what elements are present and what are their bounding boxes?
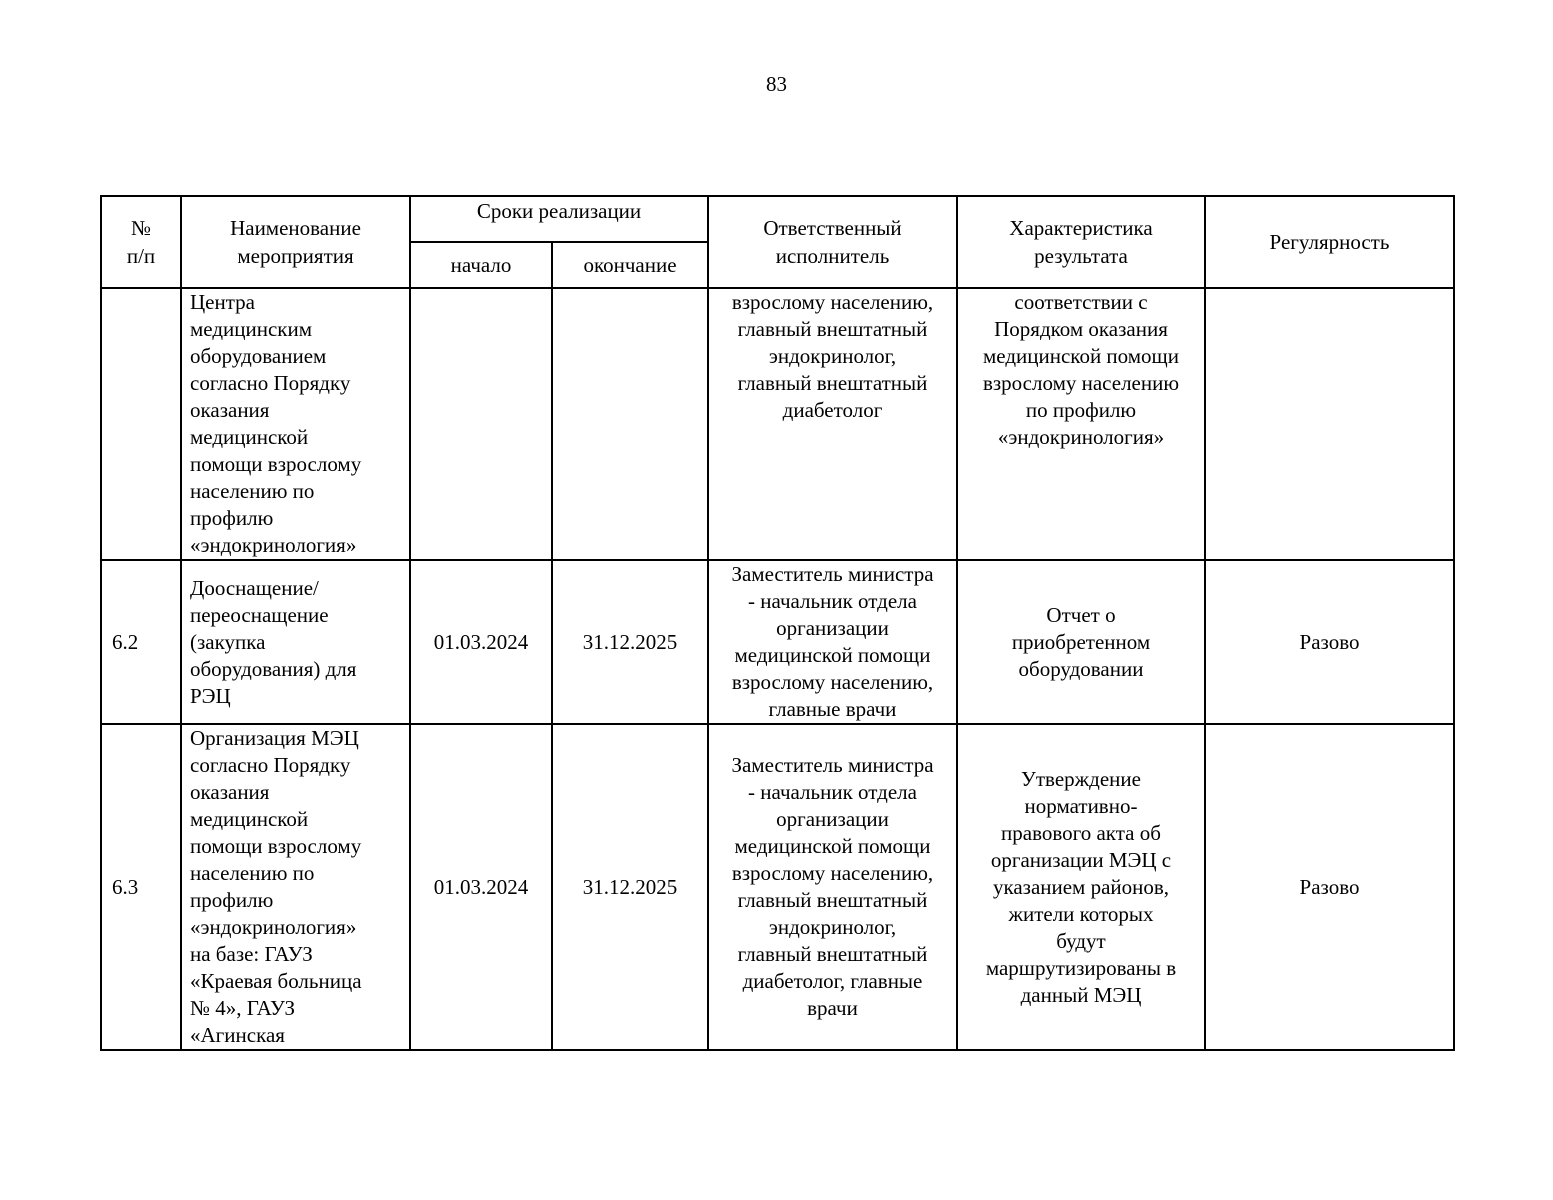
header-responsible: Ответственный исполнитель	[708, 196, 957, 288]
header-result: Характеристика результата	[957, 196, 1205, 288]
cell-end: 31.12.2025	[552, 560, 708, 724]
cell-name: Центра медицинским оборудованием согласно Порядку оказания медицинской помощи взрослому населению по профилю «эндокринология»	[181, 288, 410, 560]
page-number: 83	[766, 72, 787, 96]
cell-result: соответствии с Порядком оказания медицинской помощи взрослому населению по профилю «эндокринология»	[957, 288, 1205, 560]
cell-start: 01.03.2024	[410, 724, 552, 1050]
header-num: № п/п	[101, 196, 181, 288]
cell-num: 6.3	[101, 724, 181, 1050]
table-header-row	[101, 196, 1454, 242]
cell-name: Дооснащение/ переоснащение (закупка оборудования) для РЭЦ	[181, 560, 410, 724]
cell-regularity	[1205, 288, 1454, 560]
cell-start: 01.03.2024	[410, 560, 552, 724]
header-start: начало	[410, 242, 552, 288]
cell-start	[410, 288, 552, 560]
cell-name: Организация МЭЦ согласно Порядку оказания медицинской помощи взрослому населению по профилю «эндокринология» на базе: ГАУЗ «Краевая больница № 4», ГАУЗ «Агинская	[181, 724, 410, 1050]
cell-regularity: Разово	[1205, 724, 1454, 1050]
header-regularity: Регулярность	[1205, 196, 1454, 288]
cell-responsible: взрослому населению, главный внештатный эндокринолог, главный внештатный диабетолог	[708, 288, 957, 560]
cell-end	[552, 288, 708, 560]
cell-num	[101, 288, 181, 560]
cell-regularity: Разово	[1205, 560, 1454, 724]
table-row	[101, 288, 1454, 560]
cell-end: 31.12.2025	[552, 724, 708, 1050]
table-row	[101, 724, 1454, 1050]
header-name: Наименование мероприятия	[181, 196, 410, 288]
header-end: окончание	[552, 242, 708, 288]
table-row	[101, 560, 1454, 724]
cell-result: Утверждение нормативно- правового акта об организации МЭЦ с указанием районов, жители которых будут маршрутизированы в данный МЭЦ	[957, 724, 1205, 1050]
cell-result: Отчет о приобретенном оборудовании	[957, 560, 1205, 724]
header-terms: Сроки реализации	[410, 196, 708, 242]
cell-responsible: Заместитель министра - начальник отдела организации медицинской помощи взрослому населению, главные врачи	[708, 560, 957, 724]
activities-table	[100, 195, 1455, 1051]
cell-responsible: Заместитель министра - начальник отдела организации медицинской помощи взрослому населению, главный внештатный эндокринолог, главный внештатный диабетолог, главные врачи	[708, 724, 957, 1050]
cell-num: 6.2	[101, 560, 181, 724]
